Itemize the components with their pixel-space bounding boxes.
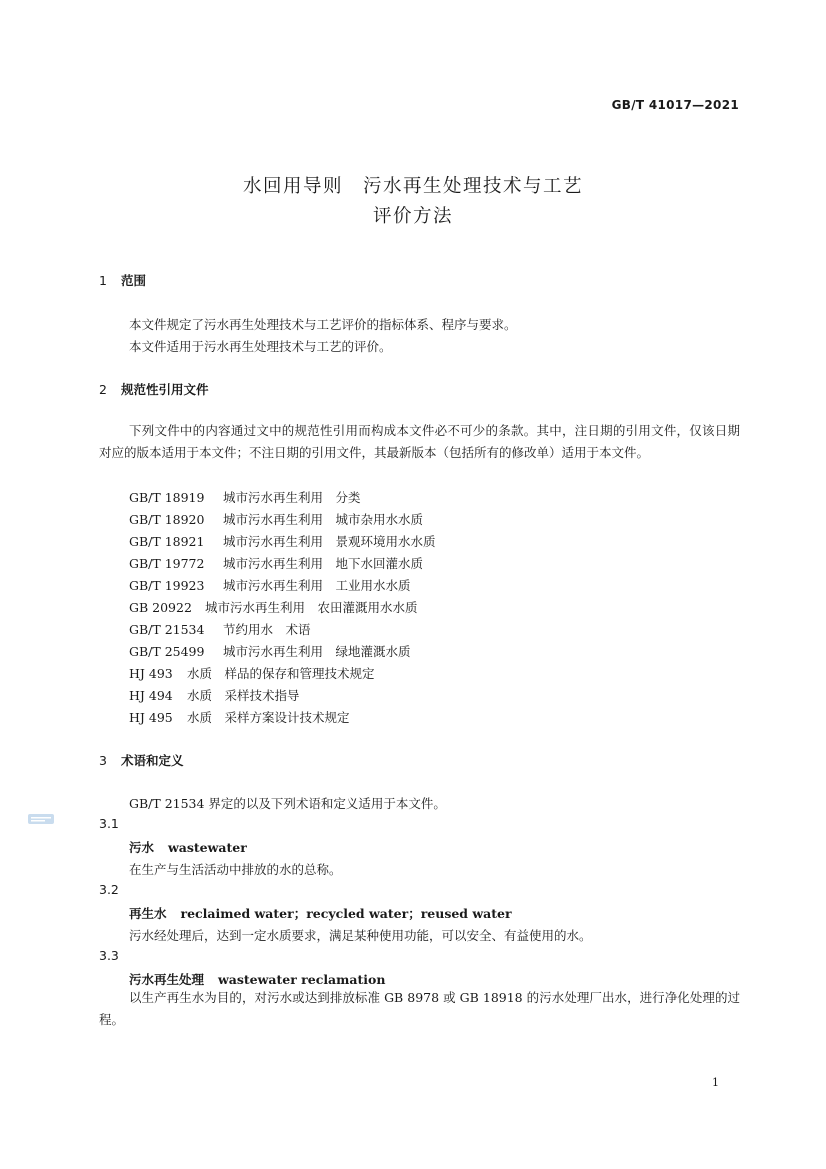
term-number: 3.1 — [99, 816, 119, 831]
reference-title: 城市污水再生利用 景观环境用水水质 — [223, 534, 436, 549]
paragraph: 本文件适用于污水再生处理技术与工艺的评价。 — [129, 339, 392, 354]
reference-item — [129, 642, 411, 660]
section-number: 2 — [99, 382, 107, 397]
reference-item — [129, 708, 350, 726]
reference-code: GB/T 21534 — [129, 622, 205, 637]
reference-title: 水质 采样方案设计技术规定 — [187, 710, 350, 725]
reference-item — [129, 554, 423, 572]
reference-item — [129, 510, 423, 528]
term-zh: 污水再生处理 — [129, 972, 205, 987]
term-entry — [129, 838, 247, 856]
reference-title: 城市污水再生利用 地下水回灌水质 — [223, 556, 424, 571]
reference-code: GB 20922 — [129, 600, 192, 615]
term-zh: 再生水 — [129, 906, 167, 921]
term-definition: 以生产再生水为目的，对污水或达到排放标准 GB 8978 或 GB 18918 的污水处理厂出水，进行净化处理的过程。 — [99, 990, 740, 1027]
reference-code: HJ 494 — [129, 688, 173, 703]
term-entry — [129, 904, 512, 922]
reference-item — [129, 488, 361, 506]
term-entry — [129, 970, 385, 988]
reference-code: HJ 493 — [129, 666, 173, 681]
term-definition: 污水经处理后，达到一定水质要求，满足某种使用功能，可以安全、有益使用的水。 — [129, 928, 592, 943]
reference-title: 城市污水再生利用 绿地灌溉水质 — [223, 644, 411, 659]
reference-item — [129, 686, 300, 704]
paragraph: GB/T 21534 界定的以及下列术语和定义适用于本文件。 — [129, 796, 446, 811]
section-number: 3 — [99, 753, 107, 768]
term-zh: 污水 — [129, 840, 155, 855]
reference-title: 城市污水再生利用 分类 — [223, 490, 361, 505]
reference-title: 节约用水 术语 — [223, 622, 311, 637]
reference-code: GB/T 25499 — [129, 644, 205, 659]
section-title: 术语和定义 — [121, 753, 184, 768]
reference-title: 城市污水再生利用 农田灌溉用水水质 — [205, 600, 418, 615]
paragraph: 下列文件中的内容通过文中的规范性引用而构成本文件必不可少的条款。其中，注日期的引用文件，仅该日期对应的版本适用于本文件；不注日期的引用文件，其最新版本（包括所有的修改单）适用于本文件。 — [99, 423, 740, 460]
reference-code: HJ 495 — [129, 710, 173, 725]
section-heading-scope — [99, 271, 146, 289]
section-heading-normative-references — [99, 380, 209, 398]
term-definition: 在生产与生活活动中排放的水的总称。 — [129, 862, 342, 877]
page-number: 1 — [712, 1076, 719, 1089]
standard-number: GB/T 41017—2021 — [611, 98, 739, 112]
reference-code: GB/T 18919 — [129, 490, 205, 505]
section-title: 规范性引用文件 — [121, 382, 209, 397]
term-en: wastewater — [168, 840, 247, 855]
reference-title: 水质 采样技术指导 — [187, 688, 300, 703]
watermark-logo-icon — [28, 812, 54, 826]
reference-code: GB/T 18921 — [129, 534, 205, 549]
reference-title: 城市污水再生利用 城市杂用水水质 — [223, 512, 424, 527]
reference-title: 城市污水再生利用 工业用水水质 — [223, 578, 411, 593]
paragraph: 本文件规定了污水再生处理技术与工艺评价的指标体系、程序与要求。 — [129, 317, 517, 332]
reference-item — [129, 532, 436, 550]
section-number: 1 — [99, 273, 107, 288]
reference-item — [129, 598, 418, 616]
section-heading-terms-definitions — [99, 751, 184, 769]
reference-item — [129, 664, 375, 682]
reference-item — [129, 576, 411, 594]
term-number: 3.3 — [99, 948, 119, 963]
section-title: 范围 — [121, 273, 147, 288]
term-number: 3.2 — [99, 882, 119, 897]
reference-code: GB/T 18920 — [129, 512, 205, 527]
reference-item — [129, 620, 311, 638]
document-title-line2: 评价方法 — [372, 206, 453, 227]
term-en: wastewater reclamation — [218, 972, 386, 987]
document-title-line1: 水回用导则 污水再生处理技术与工艺 — [242, 176, 583, 197]
reference-code: GB/T 19772 — [129, 556, 205, 571]
reference-code: GB/T 19923 — [129, 578, 205, 593]
reference-title: 水质 样品的保存和管理技术规定 — [187, 666, 375, 681]
term-en: reclaimed water；recycled water；reused water — [180, 906, 512, 921]
